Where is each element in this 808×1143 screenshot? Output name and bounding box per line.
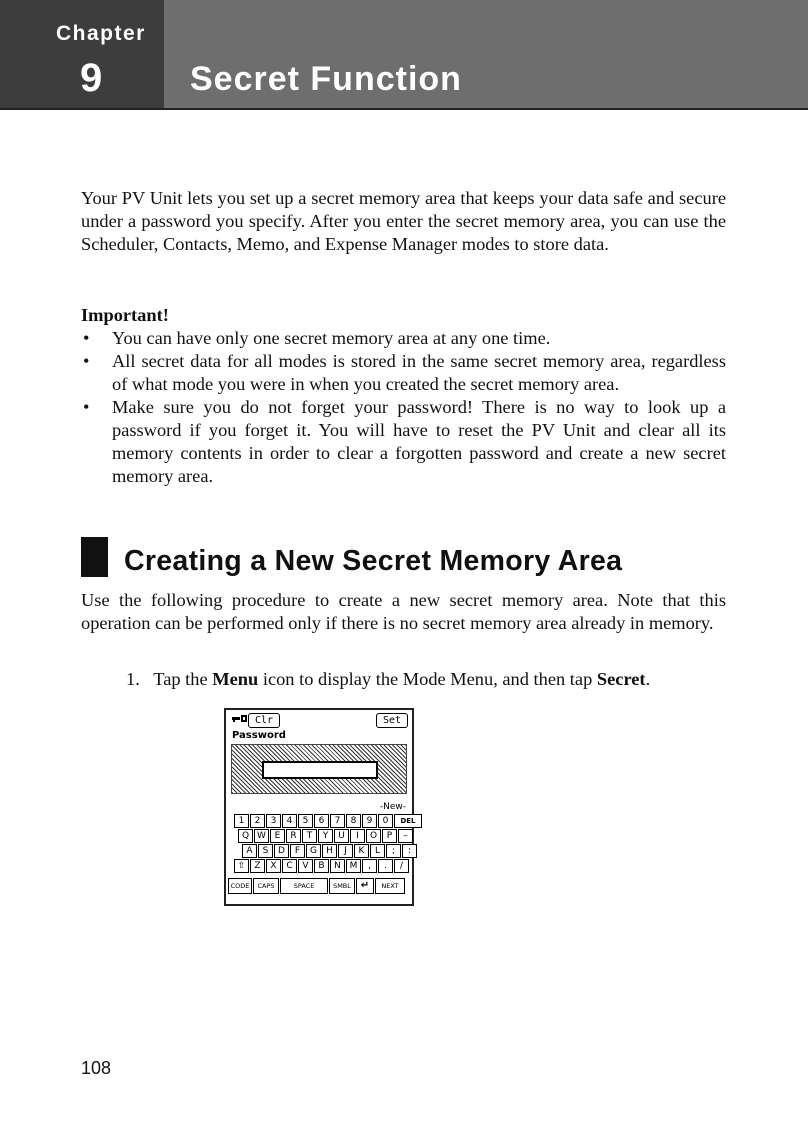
key[interactable]: 5 (298, 814, 313, 828)
key[interactable]: 6 (314, 814, 329, 828)
list-item: • All secret data for all modes is stored in the same secret memory area, regardless of what mode you were in when you created the secret memory area. (81, 350, 726, 396)
key[interactable]: 9 (362, 814, 377, 828)
key[interactable]: P (382, 829, 397, 843)
key[interactable]: 0 (378, 814, 393, 828)
key[interactable]: A (242, 844, 257, 858)
key[interactable]: B (314, 859, 329, 873)
key[interactable]: ; (386, 844, 401, 858)
page-number: 108 (81, 1058, 112, 1078)
key[interactable]: Z (250, 859, 265, 873)
key[interactable]: C (282, 859, 297, 873)
header-rule (0, 108, 808, 110)
set-button[interactable]: Set (376, 713, 408, 728)
password-label: Password (232, 730, 286, 741)
step-text-pre: Tap the (153, 669, 208, 689)
key[interactable]: I (350, 829, 365, 843)
key[interactable]: E (270, 829, 285, 843)
key-del[interactable]: DEL (394, 814, 422, 828)
key[interactable]: H (322, 844, 337, 858)
section-marker (81, 537, 108, 577)
step-number: 1. (126, 669, 140, 689)
important-list (81, 327, 726, 488)
key[interactable]: Y (318, 829, 333, 843)
step-menu-word: Menu (212, 669, 259, 689)
key[interactable]: F (290, 844, 305, 858)
key[interactable]: W (254, 829, 269, 843)
key[interactable]: M (346, 859, 361, 873)
key[interactable]: – (398, 829, 413, 843)
space-key[interactable]: SPACE (280, 878, 328, 894)
key[interactable]: T (302, 829, 317, 843)
key[interactable]: X (266, 859, 281, 873)
key[interactable]: J (338, 844, 353, 858)
key[interactable]: , (362, 859, 377, 873)
next-key[interactable]: NEXT (375, 878, 405, 894)
key[interactable]: 4 (282, 814, 297, 828)
step-text-mid: icon to display the Mode Menu, and then tap (262, 669, 593, 689)
key[interactable]: 3 (266, 814, 281, 828)
key-icon (232, 714, 248, 724)
key[interactable]: 1 (234, 814, 249, 828)
list-item: • You can have only one secret memory area at any one time. (81, 327, 726, 350)
step-1 (126, 669, 650, 690)
key[interactable]: . (378, 859, 393, 873)
key[interactable]: 8 (346, 814, 361, 828)
section-paragraph: Use the following procedure to create a new secret memory area. Note that this operation can be performed only if there is no secret memory area already in memory. (81, 590, 726, 633)
enter-key[interactable]: ↵ (356, 878, 374, 894)
key[interactable]: 7 (330, 814, 345, 828)
key[interactable]: V (298, 859, 313, 873)
key[interactable]: S (258, 844, 273, 858)
key[interactable]: N (330, 859, 345, 873)
step-text-post: . (645, 669, 651, 689)
key[interactable]: D (274, 844, 289, 858)
key[interactable]: 2 (250, 814, 265, 828)
shift-key[interactable]: ⇧ (234, 859, 249, 873)
key[interactable]: G (306, 844, 321, 858)
key[interactable]: O (366, 829, 381, 843)
device-screen (224, 708, 414, 906)
password-input[interactable] (262, 761, 378, 779)
important-heading: Important! (81, 305, 169, 325)
password-area (231, 744, 407, 794)
section-title: Creating a New Secret Memory Area (124, 545, 623, 577)
step-secret-word: Secret (596, 669, 646, 689)
key[interactable]: U (334, 829, 349, 843)
chapter-number: 9 (80, 56, 103, 100)
chapter-header (0, 0, 808, 108)
key[interactable]: L (370, 844, 385, 858)
chapter-label: Chapter (56, 22, 146, 45)
clr-button[interactable]: Clr (248, 713, 280, 728)
key[interactable]: Q (238, 829, 253, 843)
key[interactable]: K (354, 844, 369, 858)
caps-key[interactable]: CAPS (253, 878, 279, 894)
key[interactable]: R (286, 829, 301, 843)
key[interactable]: : (402, 844, 417, 858)
symbol-key[interactable]: SMBL (329, 878, 355, 894)
chapter-title: Secret Function (190, 60, 462, 98)
intro-paragraph: Your PV Unit lets you set up a secret memory area that keeps your data safe and secure under a password you specify. After you enter the secret memory area, you can use the Scheduler, Contacts, Memo, and Expense Manager modes to store data. (81, 188, 726, 254)
code-key[interactable]: CODE (228, 878, 252, 894)
key[interactable]: / (394, 859, 409, 873)
new-label: -New- (379, 802, 406, 812)
list-item: • Make sure you do not forget your password! There is no way to look up a password if you forget it. You will have to reset the PV Unit and clear all its memory contents in order to clear a forgotten password and create a new secret memory area. (81, 396, 726, 488)
